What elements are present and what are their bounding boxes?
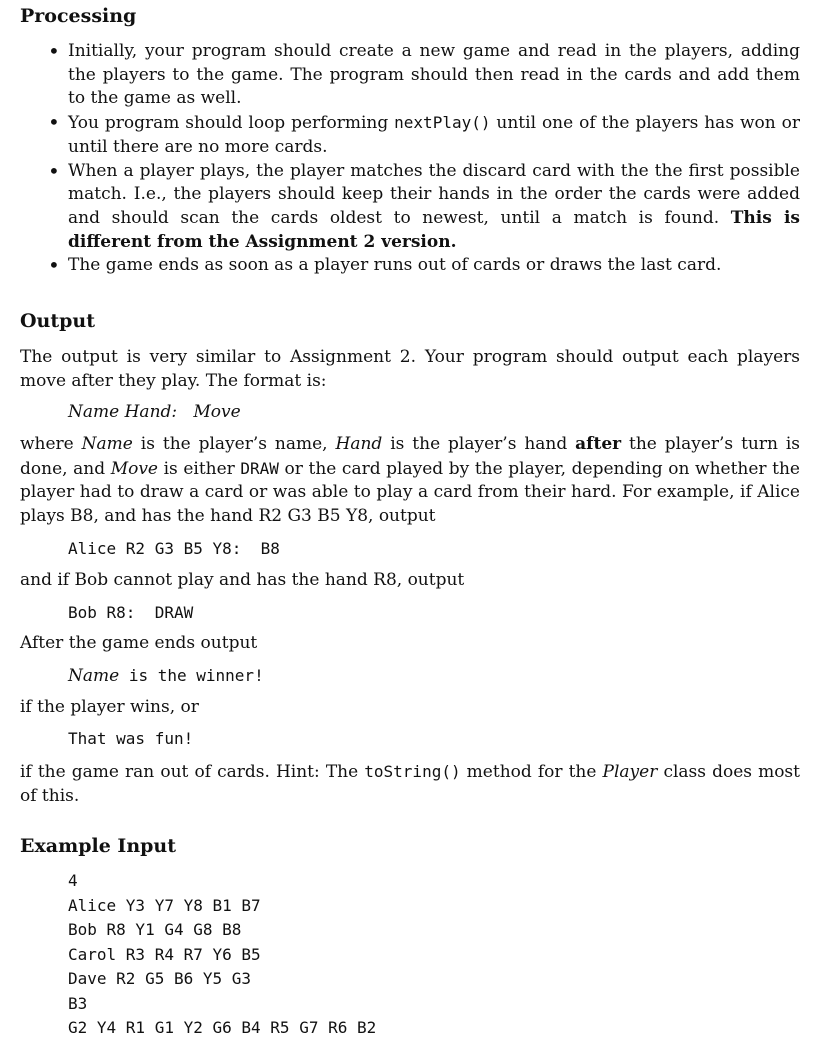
- processing-heading: Processing: [20, 5, 137, 27]
- input-line: Dave R2 G5 B6 Y5 G3: [68, 969, 252, 988]
- em-hand: Hand: [335, 434, 383, 454]
- processing-list: [20, 40, 800, 278]
- text-span: is the player’s hand: [382, 434, 576, 454]
- after-game-text: After the game ends output: [20, 633, 258, 653]
- output-intro: The output is very similar to Assignment 2. Your program should output each players move after they play. The format is:: [20, 347, 800, 391]
- fun-line: That was fun!: [68, 729, 194, 748]
- input-line: B3: [68, 993, 88, 1013]
- text-span: is either: [158, 458, 241, 479]
- bullet-text: You program should loop performing: [68, 113, 395, 134]
- text-span: method for the: [460, 762, 603, 782]
- bob-example: Bob R8: DRAW: [68, 603, 194, 622]
- code-tostring: toString(): [364, 762, 461, 781]
- list-item: [20, 160, 800, 255]
- input-line: G2 Y4 R1 G1 Y2 G6 B4 R5 G7 R6 B2: [68, 1018, 377, 1037]
- code-nextplay: nextPlay(): [394, 113, 491, 133]
- text-span: class does most of this.: [20, 762, 800, 806]
- bullet-text: until one of the players has won or until there are no more cards.: [68, 113, 800, 157]
- bullet-bold-text: This is different from the Assignment 2 version.: [68, 207, 800, 252]
- where-paragraph: [20, 433, 800, 529]
- list-item: [20, 40, 800, 111]
- bullet-text: Initially, your program should create a new game and read in the players, adding the players to the game. The program should then read in the cards and add them to the game as well.: [68, 41, 800, 109]
- em-player: Player: [602, 762, 658, 782]
- code-draw: DRAW: [240, 458, 279, 478]
- text-span: where: [20, 434, 82, 454]
- text-span: the player’s turn is done, and: [20, 434, 800, 479]
- winner-line: [68, 664, 264, 688]
- bullet-text: The game ends as soon as a player runs out of cards or draws the last card.: [68, 255, 722, 276]
- format-hand: Hand:: [124, 402, 178, 422]
- em-move: Move: [110, 458, 158, 479]
- text-span: or the card played by the player, depending on whether the player had to draw a card or was able to play a card from their hard. For example, if Alice plays B8, and has the hand R2 G3 B5 Y8, output: [20, 458, 800, 527]
- example-input-block: [68, 869, 376, 1041]
- list-item: [20, 111, 800, 159]
- format-name: Name: [68, 402, 120, 422]
- output-heading: Output: [20, 310, 96, 332]
- em-name: Name: [81, 434, 133, 454]
- example-input-heading: Example Input: [20, 835, 177, 857]
- hint-paragraph: [20, 760, 800, 808]
- bob-intro: and if Bob cannot play and has the hand R8, output: [20, 570, 465, 590]
- alice-example: Alice R2 G3 B5 Y8: B8: [68, 539, 280, 558]
- format-line: [68, 400, 241, 424]
- winner-name: Name: [68, 666, 120, 686]
- input-line: Carol R3 R4 R7 Y6 B5: [68, 944, 261, 964]
- bullet-text: When a player plays, the player matches the discard card with the the first possible match. I.e., the players should keep their hands in the order the cards were added and should scan the cards oldest to newest, until a match is found.: [68, 160, 800, 228]
- input-line: Alice Y3 Y7 Y8 B1 B7: [68, 895, 261, 915]
- text-span: if the game ran out of cards. Hint: The: [20, 762, 365, 782]
- if-wins-text: if the player wins, or: [20, 697, 199, 717]
- bold-after: after: [575, 434, 622, 454]
- input-line: 4: [68, 871, 78, 890]
- input-line: Bob R8 Y1 G4 G8 B8: [68, 920, 242, 939]
- text-span: is the player’s name,: [132, 434, 336, 454]
- list-item: [20, 254, 800, 278]
- format-move: Move: [193, 402, 241, 422]
- winner-suffix: is the winner!: [119, 666, 264, 685]
